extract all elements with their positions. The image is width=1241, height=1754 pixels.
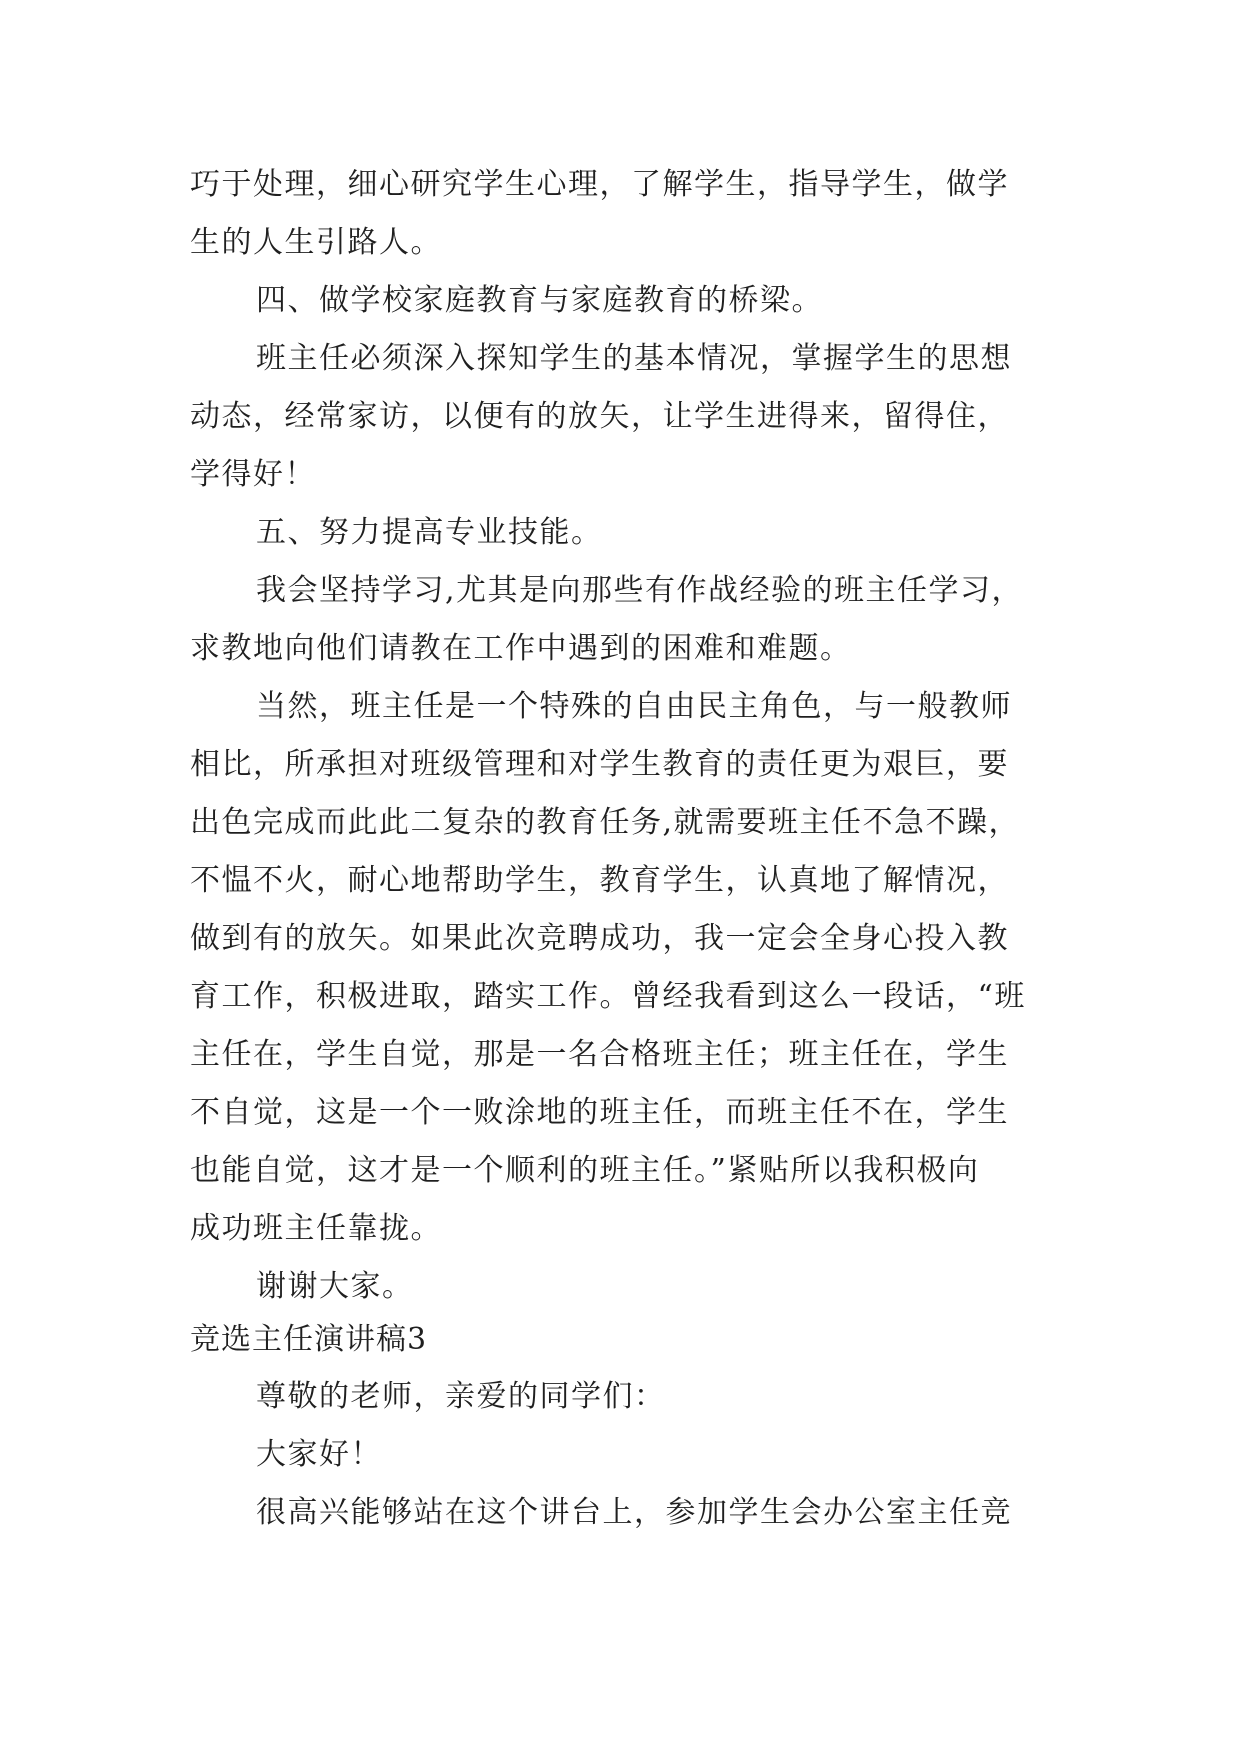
section-heading: 五、努力提高专业技能。 [256,515,603,550]
paragraph-line: 做到有的放矢。如果此次竞聘成功，我一定会全身心投入教 [190,921,1009,956]
paragraph-line: 求教地向他们请教在工作中遇到的困难和难题。 [190,631,852,666]
paragraph-line: 出色完成而此此二复杂的教育任务,就需要班主任不急不躁， [190,805,1021,840]
section-heading: 四、做学校家庭教育与家庭教育的桥梁。 [256,283,823,318]
paragraph-line: 不愠不火，耐心地帮助学生，教育学生，认真地了解情况， [190,863,1009,898]
paragraph-line: 相比，所承担对班级管理和对学生教育的责任更为艰巨，要 [190,747,1009,782]
paragraph-line: 主任在，学生自觉，那是一名合格班主任；班主任在，学生 [190,1037,1009,1072]
paragraph-line: 巧于处理，细心研究学生心理，了解学生，指导学生，做学 [190,167,1009,202]
paragraph-line: 班主任必须深入探知学生的基本情况，掌握学生的思想 [256,341,1012,376]
paragraph-line: 当然，班主任是一个特殊的自由民主角色，与一般教师 [256,689,1012,724]
paragraph-line: 生的人生引路人。 [190,225,442,260]
paragraph-line: 也能自觉，这才是一个顺利的班主任。”紧贴所以我积极向 [190,1153,980,1188]
greeting-line: 大家好！ [256,1437,382,1472]
paragraph-line: 我会坚持学习,尤其是向那些有作战经验的班主任学习， [256,573,1024,608]
paragraph-line: 动态，经常家访，以便有的放矢，让学生进得来，留得住， [190,399,1009,434]
paragraph-line: 很高兴能够站在这个讲台上，参加学生会办公室主任竞 [256,1495,1012,1530]
paragraph-line: 成功班主任靠拢。 [190,1211,442,1246]
paragraph-line: 育工作，积极进取，踏实工作。曾经我看到这么一段话，“班 [190,979,1026,1014]
paragraph-line: 学得好！ [190,457,316,492]
closing-line: 谢谢大家。 [256,1269,414,1304]
document-title: 竞选主任演讲稿3 [190,1322,428,1357]
paragraph-line: 不自觉，这是一个一败涂地的班主任，而班主任不在，学生 [190,1095,1009,1130]
greeting-line: 尊敬的老师，亲爱的同学们： [256,1379,666,1414]
